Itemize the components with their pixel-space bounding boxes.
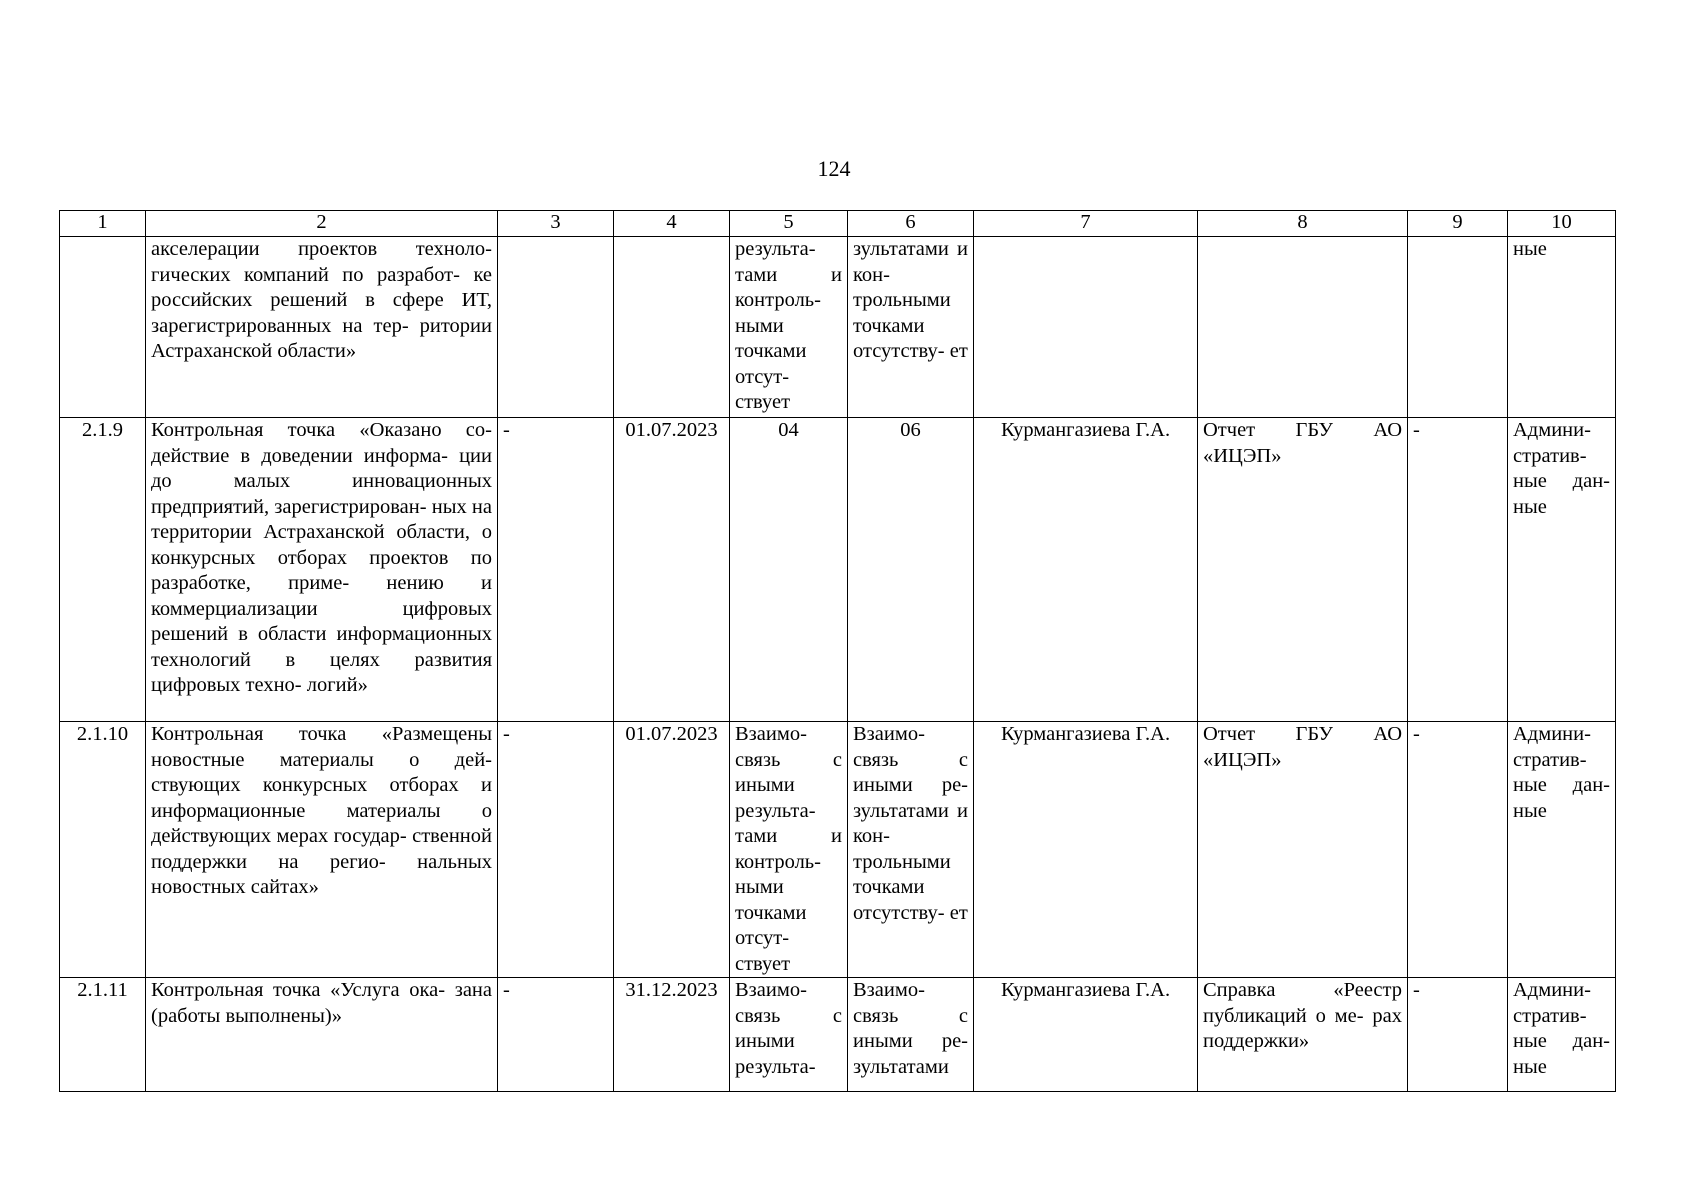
cell-col3: -: [498, 418, 614, 722]
cell-col6: 06: [848, 418, 974, 722]
table-row: [60, 418, 1616, 722]
cell-col9: -: [1408, 418, 1508, 722]
cell-document: Отчет ГБУ АО «ИЦЭП»: [1198, 418, 1408, 722]
cell-document: Справка «Реестр публикаций о ме- рах поддержки»: [1198, 978, 1408, 1092]
cell-date: [614, 237, 730, 418]
header-row: [60, 211, 1616, 237]
cell-col9: -: [1408, 978, 1508, 1092]
column-header: 9: [1408, 211, 1508, 237]
document-table: [59, 210, 1616, 1092]
column-header: 1: [60, 211, 146, 237]
column-header: 4: [614, 211, 730, 237]
table-row: [60, 237, 1616, 418]
cell-responsible: [974, 237, 1198, 418]
cell-source: ные: [1508, 237, 1616, 418]
column-header: 2: [146, 211, 498, 237]
table-row: [60, 978, 1616, 1092]
column-header: 7: [974, 211, 1198, 237]
cell-document: [1198, 237, 1408, 418]
cell-number: 2.1.10: [60, 722, 146, 978]
table-row: [60, 722, 1616, 978]
cell-responsible: Курмангазиева Г.А.: [974, 722, 1198, 978]
cell-date: 01.07.2023: [614, 418, 730, 722]
column-header: 5: [730, 211, 848, 237]
cell-col9: [1408, 237, 1508, 418]
cell-date: 01.07.2023: [614, 722, 730, 978]
cell-description: Контрольная точка «Оказано со- действие в доведении информа- ции до малых инновационных предприятий, зарегистрирован- ных на территории Астраханской области, о конкурсных отборах проектов по разработке, приме- нению и коммерциализации цифровых решений в области информационных технологий в целях развития цифровых техно- логий»: [146, 418, 498, 722]
cell-responsible: Курмангазиева Г.А.: [974, 978, 1198, 1092]
cell-col5: Взаимо- связь с иными результа-: [730, 978, 848, 1092]
cell-col5: результа- тами и контроль- ными точками отсут- ствует: [730, 237, 848, 418]
cell-source: Админи- стратив- ные дан- ные: [1508, 722, 1616, 978]
cell-number: 2.1.11: [60, 978, 146, 1092]
column-header: 10: [1508, 211, 1616, 237]
column-header: 3: [498, 211, 614, 237]
column-header: 8: [1198, 211, 1408, 237]
cell-col5: 04: [730, 418, 848, 722]
cell-col3: -: [498, 722, 614, 978]
cell-document: Отчет ГБУ АО «ИЦЭП»: [1198, 722, 1408, 978]
cell-source: Админи- стратив- ные дан- ные: [1508, 978, 1616, 1092]
cell-number: 2.1.9: [60, 418, 146, 722]
cell-number: [60, 237, 146, 418]
cell-date: 31.12.2023: [614, 978, 730, 1092]
cell-description: акселерации проектов техноло- гических компаний по разработ- ке российских решений в сфере ИТ, зарегистрированных на тер- ритории Астраханской области»: [146, 237, 498, 418]
cell-source: Админи- стратив- ные дан- ные: [1508, 418, 1616, 722]
cell-col6: зультатами и кон- трольными точками отсутству- ет: [848, 237, 974, 418]
cell-col6: Взаимо- связь с иными ре- зультатами: [848, 978, 974, 1092]
cell-responsible: Курмангазиева Г.А.: [974, 418, 1198, 722]
cell-col9: -: [1408, 722, 1508, 978]
cell-description: Контрольная точка «Услуга ока- зана (работы выполнены)»: [146, 978, 498, 1092]
cell-col5: Взаимо- связь с иными результа- тами и контроль- ными точками отсут- ствует: [730, 722, 848, 978]
page-number: 124: [817, 156, 851, 181]
cell-col6: Взаимо- связь с иными ре- зультатами и кон- трольными точками отсутству- ет: [848, 722, 974, 978]
cell-description: Контрольная точка «Размещены новостные материалы о дей- ствующих конкурсных отборах и информационные материалы о действующих мерах государ- ственной поддержки на регио- нальных новостных сайтах»: [146, 722, 498, 978]
cell-col3: -: [498, 978, 614, 1092]
cell-col3: [498, 237, 614, 418]
column-header: 6: [848, 211, 974, 237]
